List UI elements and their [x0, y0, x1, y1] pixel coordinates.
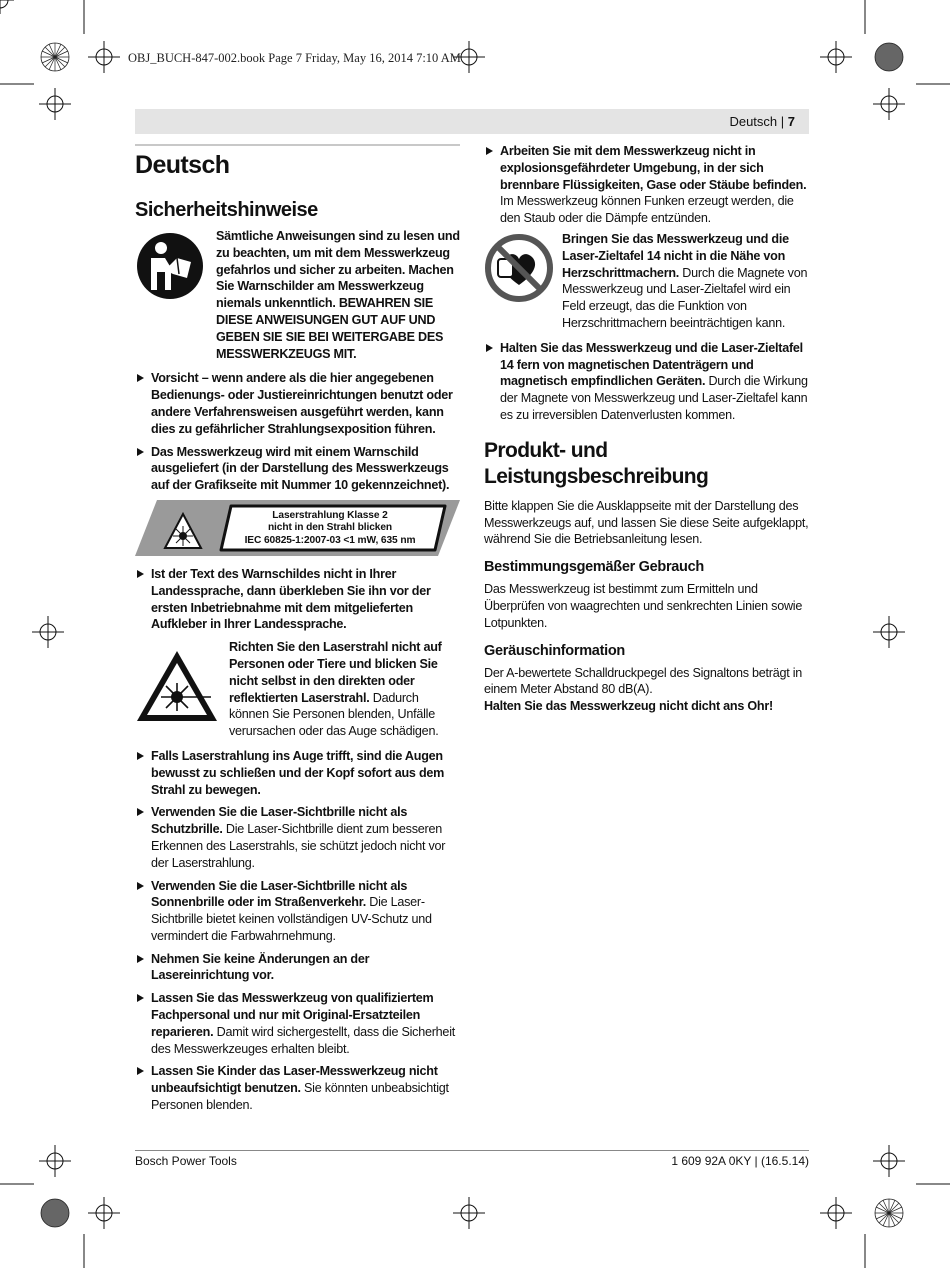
- noise-paragraph: Der A-bewertete Schalldruckpegel des Signaltons beträgt in einem Meter Abstand 80 dB(A).: [484, 665, 803, 697]
- bullet-5-bold: Verwenden Sie die Laser-Sichtbrille nicht als Schutzbrille.: [151, 805, 408, 837]
- label-line-1: Laserstrahlung Klasse 2: [272, 509, 388, 521]
- bullet-6-text: Die Laser-Sichtbrille bietet keinen vollständigen UV-Schutz und vermindert die Farbwahrnehmung.: [151, 895, 432, 943]
- right-bullet-1-bold: Arbeiten Sie mit dem Messwerkzeug nicht in explosionsgefährdeter Umgebung, in der sich brennbare Flüssigkeiten, Gase oder Stäube befinden.: [500, 144, 807, 192]
- bullet-no-modification: Nehmen Sie keine Änderungen an der Lasereinrichtung vor.: [135, 951, 460, 985]
- product-paragraph: Bitte klappen Sie die Ausklappseite mit der Darstellung des Messwerkzeugs auf, und lassen Sie diese Seite aufgeklappt, während Sie die Betriebsanleitung lesen.: [484, 498, 809, 547]
- bullet-8-bold: Lassen Sie das Messwerkzeug von qualifiziertem Fachpersonal und nur mit Original-Ersatzteilen reparieren.: [151, 991, 434, 1039]
- footer-publisher: Bosch Power Tools: [135, 1154, 237, 1168]
- bullet-caution: Vorsicht – wenn andere als die hier angegebenen Bedienungs- oder Justiereinrichtungen benutzt oder andere Verfahrensweisen ausgeführt werden, kann dies zu gefährlicher Strahlungsexposition führen.: [135, 370, 460, 437]
- bullet-8-text: Damit wird sichergestellt, dass die Sicherheit des Messwerkzeuges erhalten bleibt.: [151, 1024, 455, 1056]
- noise-warning: Halten Sie das Messwerkzeug nicht dicht ans Ohr!: [484, 699, 773, 714]
- title-rule: [135, 144, 460, 146]
- pacemaker-text: [554, 231, 809, 332]
- bullet-5-text: Die Laser-Sichtbrille dient zum besseren Erkennen des Laserstrahls, sie schützt jedoch nicht vor der Laserstrahlung.: [151, 822, 446, 870]
- subheading-noise: Geräuschinformation: [484, 642, 625, 659]
- footer-rule: [135, 1150, 809, 1151]
- header-text: [729, 114, 795, 129]
- print-info-line: OBJ_BUCH-847-002.book Page 7 Friday, May 16, 2014 7:10 AM: [128, 51, 461, 65]
- left-column: [135, 150, 460, 1120]
- laser-warning-notice: [135, 639, 460, 740]
- footer-document-number: 1 609 92A 0KY | (16.5.14): [671, 1154, 809, 1168]
- header-separator: |: [777, 114, 788, 129]
- read-manual-icon: [135, 230, 205, 305]
- label-line-3: IEC 60825-1:2007-03 <1 mW, 635 nm: [244, 534, 416, 546]
- bullet-9-text: Sie könnten unbeabsichtigt Personen blenden.: [151, 1081, 449, 1113]
- header-language: Deutsch: [729, 114, 778, 129]
- bullet-laser-glasses-sun: [135, 878, 460, 945]
- intended-use-paragraph: Das Messwerkzeug ist bestimmt zum Ermitteln und Überprüfen von waagrechten und senkrechten Linien sowie Lotpunkten.: [484, 582, 803, 630]
- laser-warning-bold: Richten Sie den Laserstrahl nicht auf Personen oder Tiere und blicken Sie nicht selbst in den direkten oder reflektierten Laserstrahl.: [229, 640, 442, 705]
- right-column: [484, 143, 809, 720]
- language-title: Deutsch: [135, 151, 230, 179]
- right-bullet-2-bold: Halten Sie das Messwerkzeug und die Laser-Zieltafel 14 fern von magnetischen Datenträgern und magnetisch empfindlichen Geräten.: [500, 340, 803, 389]
- manual-notice: [135, 230, 460, 362]
- bullet-explosive-environment: [484, 143, 809, 227]
- bullet-warning-label: Das Messwerkzeug wird mit einem Warnschild ausgeliefert (in der Darstellung des Messwerkzeugs auf der Grafikseite mit Nummer 10 gekennzeichnet).: [135, 444, 460, 494]
- bullet-children: [135, 1063, 460, 1113]
- bullet-9-bold: Lassen Sie Kinder das Laser-Messwerkzeug nicht unbeaufsichtigt benutzen.: [151, 1064, 438, 1096]
- bullet-label-language: Ist der Text des Warnschildes nicht in Ihrer Landessprache, dann überkleben Sie ihn vor der ersten Inbetriebnahme mit dem mitgelieferten Aufkleber in Ihrer Landessprache.: [135, 566, 460, 633]
- bullet-laser-glasses-protection: [135, 804, 460, 871]
- bullet-repair: [135, 990, 460, 1057]
- pacemaker-bold: Bringen Sie das Messwerkzeug und die Laser-Zieltafel 14 nicht in die Nähe von Herzschrittmachern.: [562, 231, 789, 280]
- laser-warning-text: [219, 639, 460, 740]
- subheading-intended-use: Bestimmungsgemäßer Gebrauch: [484, 559, 704, 576]
- section-heading-product: Produkt- und Leistungsbeschreibung: [484, 438, 709, 488]
- pacemaker-rest: Durch die Magnete von Messwerkzeug und Laser-Zieltafel wird ein Feld erzeugt, das die Funktion von Herzschrittmachern beeinträchtigen kann.: [562, 265, 808, 330]
- bullet-eye-exposure: Falls Laserstrahlung ins Auge trifft, sind die Augen bewusst zu schließen und der Kopf sofort aus dem Strahl zu bewegen.: [135, 748, 460, 798]
- page-number: 7: [787, 114, 795, 129]
- right-bullet-1-text: Im Messwerkzeug können Funken erzeugt werden, die den Staub oder die Dämpfe entzünden.: [500, 194, 794, 226]
- manual-notice-text: Sämtliche Anweisungen sind zu lesen und zu beachten, um mit dem Messwerkzeug gefahrlos und sicher zu arbeiten. Machen Sie Warnschilder am Messwerkzeug niemals unkenntlich. BEWAHREN SIE DIESE ANWEISUNGEN GUT AUF UND GEBEN SIE SIE BEI WEITERGABE DES MESSWERKZEUGS MIT.: [216, 229, 460, 361]
- section-heading-safety: Sicherheitshinweise: [135, 199, 318, 221]
- running-header: [135, 109, 809, 134]
- no-pacemaker-icon: [484, 233, 554, 308]
- laser-warning-label: [135, 500, 460, 556]
- right-bullet-2-text: Durch die Wirkung der Magnete von Messwerkzeug und Laser-Zieltafel kann es zu irreversiblen Datenverlusten kommen.: [500, 374, 808, 422]
- bullet-6-bold: Verwenden Sie die Laser-Sichtbrille nicht als Sonnenbrille oder im Straßenverkehr.: [151, 878, 408, 910]
- bullet-magnetic-media: [484, 340, 809, 424]
- laser-warning-rest: Dadurch können Sie Personen blenden, Unfälle verursachen oder das Auge schädigen.: [229, 690, 439, 739]
- laser-hazard-icon: [135, 639, 219, 728]
- pacemaker-notice: [484, 233, 809, 332]
- warning-label-text: [230, 510, 430, 547]
- label-line-2: nicht in den Strahl blicken: [267, 522, 393, 534]
